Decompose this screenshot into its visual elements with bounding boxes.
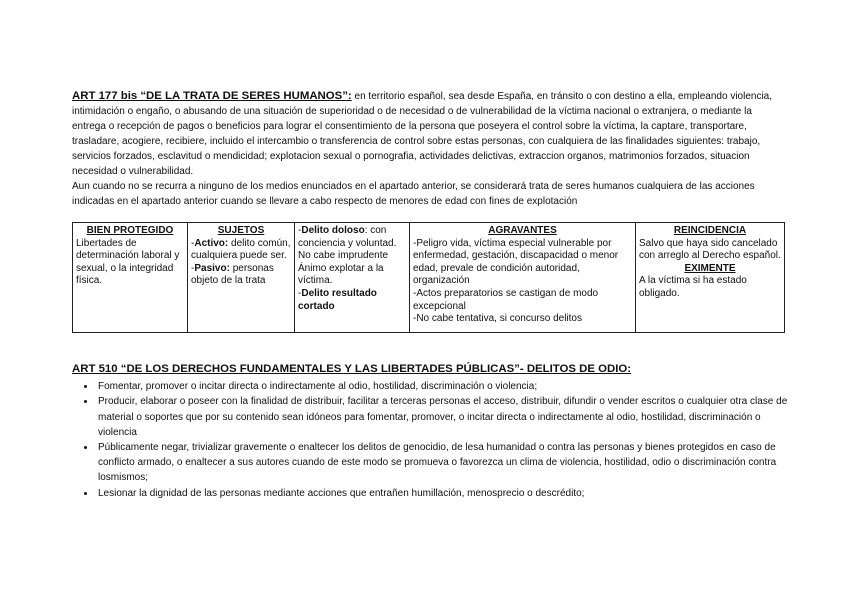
art-177-title: ART 177 bis “DE LA TRATA DE SERES HUMANOS”: (72, 90, 352, 102)
reincidencia-text: Salvo que haya sido cancelado con arreglo al Derecho español. (639, 237, 781, 262)
list-item: • Producir, elaborar o poseer con la finalidad de distribuir, facilitar a terceras personas el acceso, distribuir, difundir o vender escritos o cualquier otra clase de material o soportes que por su contenido sean idóneos para fomentar, promover, o incitar directa o indirectamente al odio, hostilidad, discriminación o violencia (96, 394, 792, 440)
delito-resultado-label: Delito resultado cortado (298, 287, 377, 312)
art-177-section (72, 89, 772, 209)
header-bien-protegido: BIEN PROTEGIDO (86, 225, 174, 236)
delito-doloso-label: Delito doloso (301, 225, 365, 236)
header-agravantes: AGRAVANTES (488, 225, 557, 236)
activo-text: delito común, cualquiera puede ser. (191, 237, 291, 262)
pasivo-text: personas objeto de la trata (191, 262, 274, 287)
art-177-summary-table (72, 222, 785, 333)
art-510-title: ART 510 “DE LOS DERECHOS FUNDAMENTALES Y LAS LIBERTADES PÚBLICAS”- DELITOS DE ODIO: (72, 363, 632, 375)
list-item: • Fomentar, promover o incitar directa o indirectamente al odio, hostilidad, discriminación o violencia; (96, 379, 792, 394)
list-item: • Lesionar la dignidad de las personas mediante acciones que entrañen humillación, menosprecio o descrédito; (96, 486, 792, 501)
cell-delito: -Delito doloso: con conciencia y voluntad. No cabe imprudente Ánimo explotar a la víctima. -Delito resultado cortado (295, 223, 410, 333)
cell-agravantes (410, 223, 636, 333)
pasivo-label: Pasivo: (194, 262, 230, 274)
agravante-2: -Actos preparatorios se castigan de modo excepcional (413, 287, 599, 312)
eximente-text: A la víctima si ha estado obligado. (639, 275, 747, 299)
cell-bien-protegido (73, 223, 188, 333)
delito-imprudente: No cabe imprudente (298, 250, 389, 262)
delito-doloso-text: : con conciencia y voluntad. (298, 225, 397, 249)
art-177-body: en territorio español, sea desde España, en tránsito o con destino a ella, empleando violencia, intimidación o engaño, o abusando de una situación de superioridad o de necesidad o de vulnerabilidad de la víctima nacional o extranjera, o mediante la entrega o recepción de pagos o beneficios para lograr el consentimiento de la persona que poseyera el control sobre la víctima, la captare, transportare, trasladare, acogiere, recibiere, incluido el intercambio o transferencia de control sobre estas personas, con cualquiera de las finalidades siguientes: trabajo, servicios forzados, esclavitud o mendicidad; explotacion sexual o pornografia, actividades delictivas, extraccion organos, matrimonios forzados, situacion necesidad o vulnerabilidad. (72, 91, 773, 177)
agravante-1: -Peligro vida, víctima especial vulnerable por enfermedad, gestación, discapacidad o menor edad, prevale de condición autoridad, organización (413, 237, 619, 287)
bien-protegido-text: Libertades de determinación laboral y sexual, o la integridad física. (76, 237, 180, 287)
activo-label: Activo: (194, 237, 229, 249)
list-item: • Públicamente negar, trivializar gravemente o enaltecer los delitos de genocidio, de lesa humanidad o contra las personas y bienes protegidos en caso de conflicto armado, o enaltecer a sus autores cuando de este modo se promueva o favorezca un clima de violencia, hostilidad, odio o discriminación contra losmismos; (96, 440, 792, 486)
art-510-list (72, 379, 792, 501)
cell-sujetos: SUJETOS -Activo: delito común, cualquiera puede ser. -Pasivo: personas objeto de la trata (188, 223, 295, 333)
delito-animo: Ánimo explotar a la víctima. (298, 262, 384, 287)
art-177-body-2: Aun cuando no se recurra a ninguno de los medios enunciados en el apartado anterior, se considerará trata de seres humanos cualquiera de las acciones indicadas en el apartado anterior cuando se llevare a cabo respecto de menores de edad con fines de explotación (72, 181, 755, 207)
header-reincidencia: REINCIDENCIA (673, 225, 747, 236)
agravante-3: -No cabe tentativa, si concurso delitos (413, 313, 582, 325)
header-sujetos: SUJETOS (217, 225, 265, 236)
cell-reincidencia (636, 223, 785, 333)
header-eximente: EXIMENTE (684, 262, 736, 274)
art-510-section (72, 362, 792, 501)
